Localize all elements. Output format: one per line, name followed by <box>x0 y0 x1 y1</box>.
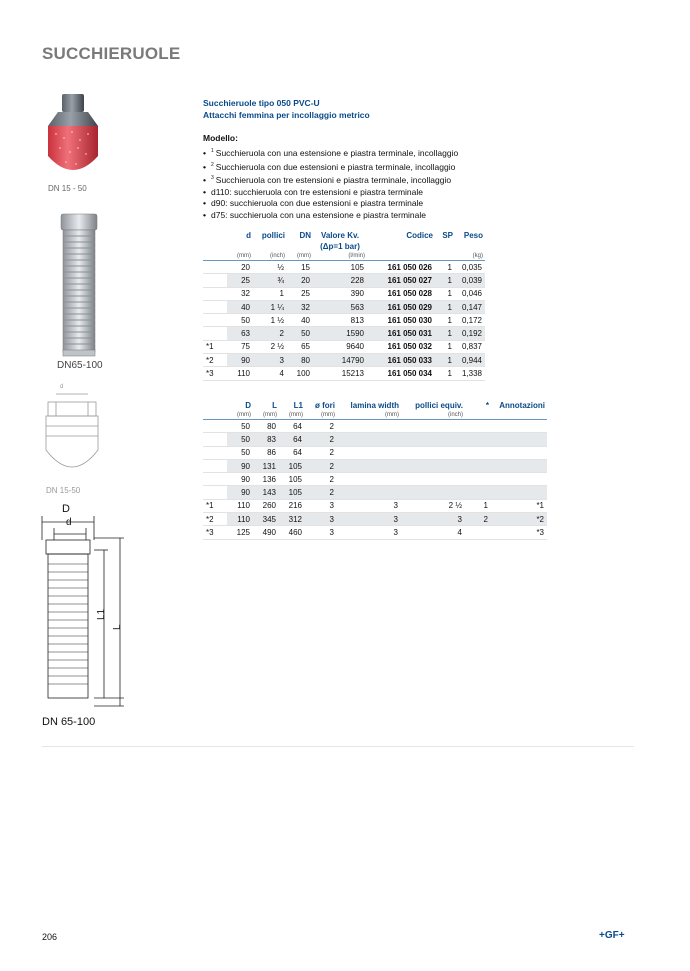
table-cell: 0,147 <box>455 300 485 313</box>
table-cell: 105 <box>279 473 305 486</box>
list-item: • $^1$ Succhieruola con una estensione e piastra terminale, incollaggio <box>203 146 458 160</box>
table-cell: 110 <box>227 499 253 512</box>
table-cell: *1 <box>491 499 547 512</box>
list-item: • d110: succhieruola con tre estensioni e piastra terminale <box>203 187 458 199</box>
table-row <box>203 473 547 486</box>
table-cell <box>401 459 465 472</box>
table-cell: 110 <box>227 513 253 526</box>
drawing-dn15-50 <box>42 384 102 484</box>
table-cell <box>203 261 227 274</box>
table-row <box>203 499 547 512</box>
table-cell: 105 <box>279 459 305 472</box>
table-cell: 1,338 <box>455 367 485 380</box>
table-row <box>203 287 485 300</box>
table-cell: 2 <box>305 446 337 459</box>
table-cell: 80 <box>253 420 279 433</box>
table-cell: 0,192 <box>455 327 485 340</box>
table-cell: 2 ½ <box>401 499 465 512</box>
table-cell: ¾ <box>253 274 287 287</box>
page-title: SUCCHIERUOLE <box>42 44 181 63</box>
table-row <box>203 340 485 353</box>
dimension-table <box>203 400 547 540</box>
table-cell <box>491 486 547 499</box>
table-cell: 83 <box>253 433 279 446</box>
table-units-row: (mm) (inch) (mm) (l/min) (kg) <box>203 252 485 261</box>
table-cell: 216 <box>279 499 305 512</box>
table-cell <box>203 327 227 340</box>
table-cell: 25 <box>287 287 313 300</box>
table-cell <box>401 433 465 446</box>
table-cell: 105 <box>279 486 305 499</box>
table-row <box>203 486 547 499</box>
table-cell: 490 <box>253 526 279 539</box>
table-cell: 3 <box>337 526 401 539</box>
table-cell: 90 <box>227 473 253 486</box>
table-cell: 3 <box>305 499 337 512</box>
table-cell: 228 <box>313 274 367 287</box>
table-cell: 64 <box>279 446 305 459</box>
table-cell: 80 <box>287 354 313 367</box>
table-cell: 90 <box>227 354 253 367</box>
model-heading: Modello: <box>203 133 238 143</box>
table-cell <box>203 420 227 433</box>
table-cell <box>337 433 401 446</box>
table-cell: 0,035 <box>455 261 485 274</box>
table-cell: 90 <box>227 459 253 472</box>
table-cell: 0,172 <box>455 314 485 327</box>
table-cell: 0,039 <box>455 274 485 287</box>
table-cell: 50 <box>227 433 253 446</box>
table-cell: 0,837 <box>455 340 485 353</box>
table-cell: 32 <box>227 287 253 300</box>
table-cell: 1590 <box>313 327 367 340</box>
table-cell: 3 <box>253 354 287 367</box>
table-cell: 50 <box>227 314 253 327</box>
table-cell: *1 <box>203 340 227 353</box>
table-cell: 345 <box>253 513 279 526</box>
table-cell <box>491 446 547 459</box>
table-cell <box>465 459 491 472</box>
table-cell: *2 <box>203 513 227 526</box>
table-cell <box>491 433 547 446</box>
table-row <box>203 446 547 459</box>
table-cell: 131 <box>253 459 279 472</box>
table-cell: 25 <box>227 274 253 287</box>
table-cell: 15213 <box>313 367 367 380</box>
table-cell: 2 <box>305 473 337 486</box>
table-cell: 20 <box>227 261 253 274</box>
table-cell <box>465 473 491 486</box>
table-cell <box>203 287 227 300</box>
table-cell: 460 <box>279 526 305 539</box>
fig4-L1-label: L1 <box>96 608 107 620</box>
table-cell: 161 050 027 <box>367 274 435 287</box>
fig2-caption: DN65-100 <box>57 360 103 371</box>
fig4-D-label: D <box>62 503 70 515</box>
table-cell: 40 <box>287 314 313 327</box>
table-cell: 9640 <box>313 340 367 353</box>
table-cell: 3 <box>337 513 401 526</box>
table-cell <box>203 274 227 287</box>
table-cell <box>203 473 227 486</box>
table-cell <box>203 459 227 472</box>
table-cell: 161 050 028 <box>367 287 435 300</box>
fig4-L-label: L <box>112 624 123 630</box>
table-cell: 1 ½ <box>253 314 287 327</box>
section-subtitle <box>203 97 370 121</box>
table-cell <box>337 420 401 433</box>
table-cell: 2 <box>465 513 491 526</box>
table-cell: ½ <box>253 261 287 274</box>
dimension-table-body <box>203 420 547 540</box>
table-cell: 143 <box>253 486 279 499</box>
table-cell: *3 <box>203 526 227 539</box>
table-cell: *1 <box>203 499 227 512</box>
table-cell: 0,046 <box>455 287 485 300</box>
product-table-body <box>203 261 485 381</box>
table-cell: 1 <box>435 340 455 353</box>
fig1-caption: DN 15 - 50 <box>48 184 87 193</box>
table-cell: 3 <box>401 513 465 526</box>
table-cell: 86 <box>253 446 279 459</box>
table-cell: 110 <box>227 367 253 380</box>
table-cell: 1 <box>435 300 455 313</box>
table-cell <box>401 486 465 499</box>
subtitle-line1: Succhieruole tipo 050 PVC-U <box>203 98 320 108</box>
table-cell: 161 050 031 <box>367 327 435 340</box>
table-cell <box>401 446 465 459</box>
table-cell: 0,944 <box>455 354 485 367</box>
table-header-row: d pollici DN Valore Kv. (Δp=1 bar) Codice SP Peso <box>246 231 483 251</box>
table-cell: 260 <box>253 499 279 512</box>
table-cell: 1 <box>435 367 455 380</box>
table-cell <box>491 473 547 486</box>
table-row <box>203 420 547 433</box>
table-row <box>203 274 485 287</box>
table-cell: 63 <box>227 327 253 340</box>
table-cell: 3 <box>305 513 337 526</box>
table-cell: 90 <box>227 486 253 499</box>
table-cell <box>465 486 491 499</box>
table-cell: 813 <box>313 314 367 327</box>
fig3-caption: DN 15-50 <box>46 486 81 495</box>
page-number: 206 <box>42 932 58 942</box>
table-row <box>203 367 485 380</box>
table-cell <box>491 459 547 472</box>
table-cell <box>337 446 401 459</box>
table-cell: 4 <box>401 526 465 539</box>
table-cell: 2 ½ <box>253 340 287 353</box>
table-cell: 2 <box>305 459 337 472</box>
table-cell: *2 <box>491 513 547 526</box>
table-cell: 161 050 030 <box>367 314 435 327</box>
table-cell: 2 <box>253 327 287 340</box>
table-cell <box>337 459 401 472</box>
table-row <box>203 526 547 539</box>
list-item: • $^3$ Succhieruola con tre estensioni e piastra terminale, incollaggio <box>203 173 458 187</box>
table-cell <box>465 433 491 446</box>
table-cell <box>465 446 491 459</box>
table-cell: 105 <box>313 261 367 274</box>
table-cell: 65 <box>287 340 313 353</box>
table-row <box>203 300 485 313</box>
table-cell: 64 <box>279 420 305 433</box>
table-cell <box>401 420 465 433</box>
table-cell <box>203 314 227 327</box>
table-row <box>203 314 485 327</box>
drawing-dn65-100 <box>38 510 134 710</box>
table-cell: 1 <box>435 354 455 367</box>
table-cell: 2 <box>305 486 337 499</box>
table-row <box>203 433 547 446</box>
table-cell <box>337 473 401 486</box>
gf-logo: +GF+ <box>599 930 625 941</box>
table-cell: 1 <box>253 287 287 300</box>
table-cell: 50 <box>287 327 313 340</box>
table-cell: 50 <box>227 420 253 433</box>
table-cell: 136 <box>253 473 279 486</box>
table-cell: 563 <box>313 300 367 313</box>
table-cell: 100 <box>287 367 313 380</box>
table-cell: 161 050 032 <box>367 340 435 353</box>
table-cell <box>491 420 547 433</box>
table-cell: 32 <box>287 300 313 313</box>
table-cell <box>401 473 465 486</box>
table-row <box>203 354 485 367</box>
table-row <box>203 459 547 472</box>
table-cell: 1 ¼ <box>253 300 287 313</box>
table-row <box>203 261 485 274</box>
fig3-d-label: d <box>60 384 64 390</box>
table-cell: 1 <box>435 274 455 287</box>
table-units-row: (mm) (mm) (mm) (mm) (mm) (inch) <box>203 411 547 420</box>
table-cell: 2 <box>305 420 337 433</box>
table-cell: 4 <box>253 367 287 380</box>
table-row <box>203 327 485 340</box>
table-cell <box>465 420 491 433</box>
table-cell: 64 <box>279 433 305 446</box>
table-cell: 1 <box>435 287 455 300</box>
table-cell: 14790 <box>313 354 367 367</box>
fig4-d-label: d <box>66 517 72 528</box>
table-cell: 3 <box>337 499 401 512</box>
table-cell: 1 <box>435 327 455 340</box>
table-cell: *3 <box>203 367 227 380</box>
table-cell: 15 <box>287 261 313 274</box>
table-cell: *3 <box>491 526 547 539</box>
table-cell: 161 050 029 <box>367 300 435 313</box>
table-cell: *2 <box>203 354 227 367</box>
table-cell: 40 <box>227 300 253 313</box>
table-cell: 312 <box>279 513 305 526</box>
table-cell: 161 050 026 <box>367 261 435 274</box>
list-item: • $^2$ Succhieruola con due estensioni e piastra terminale, incollaggio <box>203 160 458 174</box>
list-item: • d75: succhieruola con una estensione e piastra terminale <box>203 210 458 222</box>
table-cell <box>203 446 227 459</box>
table-cell <box>465 526 491 539</box>
table-cell: 50 <box>227 446 253 459</box>
table-header-row: D L L1 ø fori lamina width pollici equiv. * Annotazioni <box>245 401 545 410</box>
model-list <box>203 146 458 221</box>
table-cell: 2 <box>305 433 337 446</box>
list-item: • d90: succhieruola con due estensioni e piastra terminale <box>203 198 458 210</box>
subtitle-line2: Attacchi femmina per incollaggio metrico <box>203 110 370 120</box>
table-cell <box>203 433 227 446</box>
table-cell <box>203 486 227 499</box>
table-row <box>203 513 547 526</box>
table-cell: 1 <box>465 499 491 512</box>
table-cell: 3 <box>305 526 337 539</box>
table-cell: 1 <box>435 261 455 274</box>
table-cell: 75 <box>227 340 253 353</box>
table-cell <box>203 300 227 313</box>
strainer-red-image <box>42 92 104 180</box>
table-cell: 161 050 034 <box>367 367 435 380</box>
strainer-long-image <box>54 212 104 358</box>
table-cell: 125 <box>227 526 253 539</box>
table-cell: 390 <box>313 287 367 300</box>
table-cell: 20 <box>287 274 313 287</box>
valore-kv-header: Valore Kv. (Δp=1 bar) <box>320 231 360 251</box>
product-table <box>203 230 485 381</box>
table-cell <box>337 486 401 499</box>
fig4-caption: DN 65-100 <box>42 716 96 728</box>
footer-divider <box>42 746 634 747</box>
table-cell: 161 050 033 <box>367 354 435 367</box>
table-cell: 1 <box>435 314 455 327</box>
